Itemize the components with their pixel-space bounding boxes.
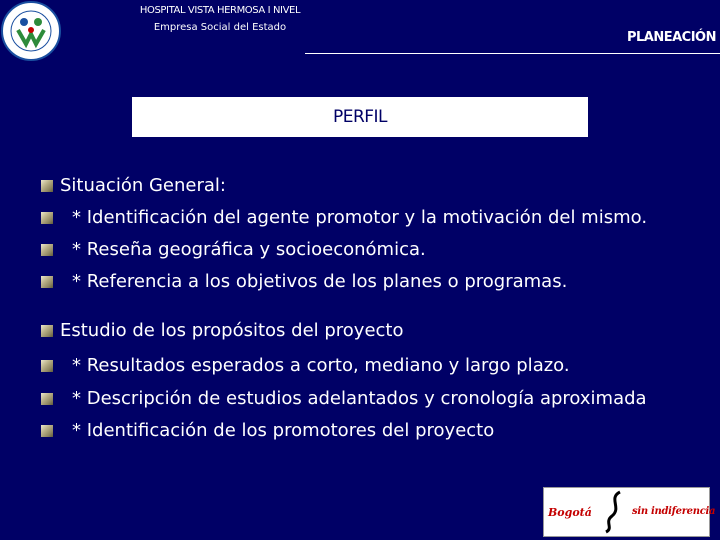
- bogota-logo: [543, 487, 716, 537]
- slide-title-box: [132, 97, 588, 137]
- org-name: HOSPITAL VISTA HERMOSA I NIVEL: [139, 5, 301, 16]
- bullet-icon: [41, 325, 53, 337]
- bullet-icon: [41, 244, 53, 256]
- slide-title: PERFIL: [332, 107, 388, 127]
- bogota-logo-slogan: sin indiferencia: [632, 506, 716, 517]
- list-item: * Descripción de estudios adelantados y cronología aproximada: [72, 388, 647, 409]
- bullet-icon: [41, 425, 53, 437]
- list-item: * Identificación de los promotores del proyecto: [72, 420, 495, 441]
- section-heading: Estudio de los propósitos del proyecto: [60, 320, 404, 341]
- bullet-icon: [41, 276, 53, 288]
- bullet-icon: [41, 180, 53, 192]
- bogota-logo-text: Bogotá: [548, 506, 592, 519]
- header-divider: [305, 53, 720, 54]
- section-heading: Situación General:: [60, 175, 226, 196]
- list-item: * Referencia a los objetivos de los planes o programas.: [72, 271, 568, 292]
- swoosh-icon: [598, 490, 628, 534]
- bullet-icon: [41, 212, 53, 224]
- list-item: * Identificación del agente promotor y la motivación del mismo.: [72, 207, 648, 228]
- list-item: * Reseña geográfica y socioeconómica.: [72, 239, 426, 260]
- section-label: PLANEACIÓN: [626, 30, 716, 45]
- list-item: * Resultados esperados a corto, mediano y largo plazo.: [72, 355, 570, 376]
- bullet-icon: [41, 393, 53, 405]
- hospital-logo: [0, 0, 62, 62]
- bullet-icon: [41, 360, 53, 372]
- org-subtitle: Empresa Social del Estado: [153, 22, 287, 33]
